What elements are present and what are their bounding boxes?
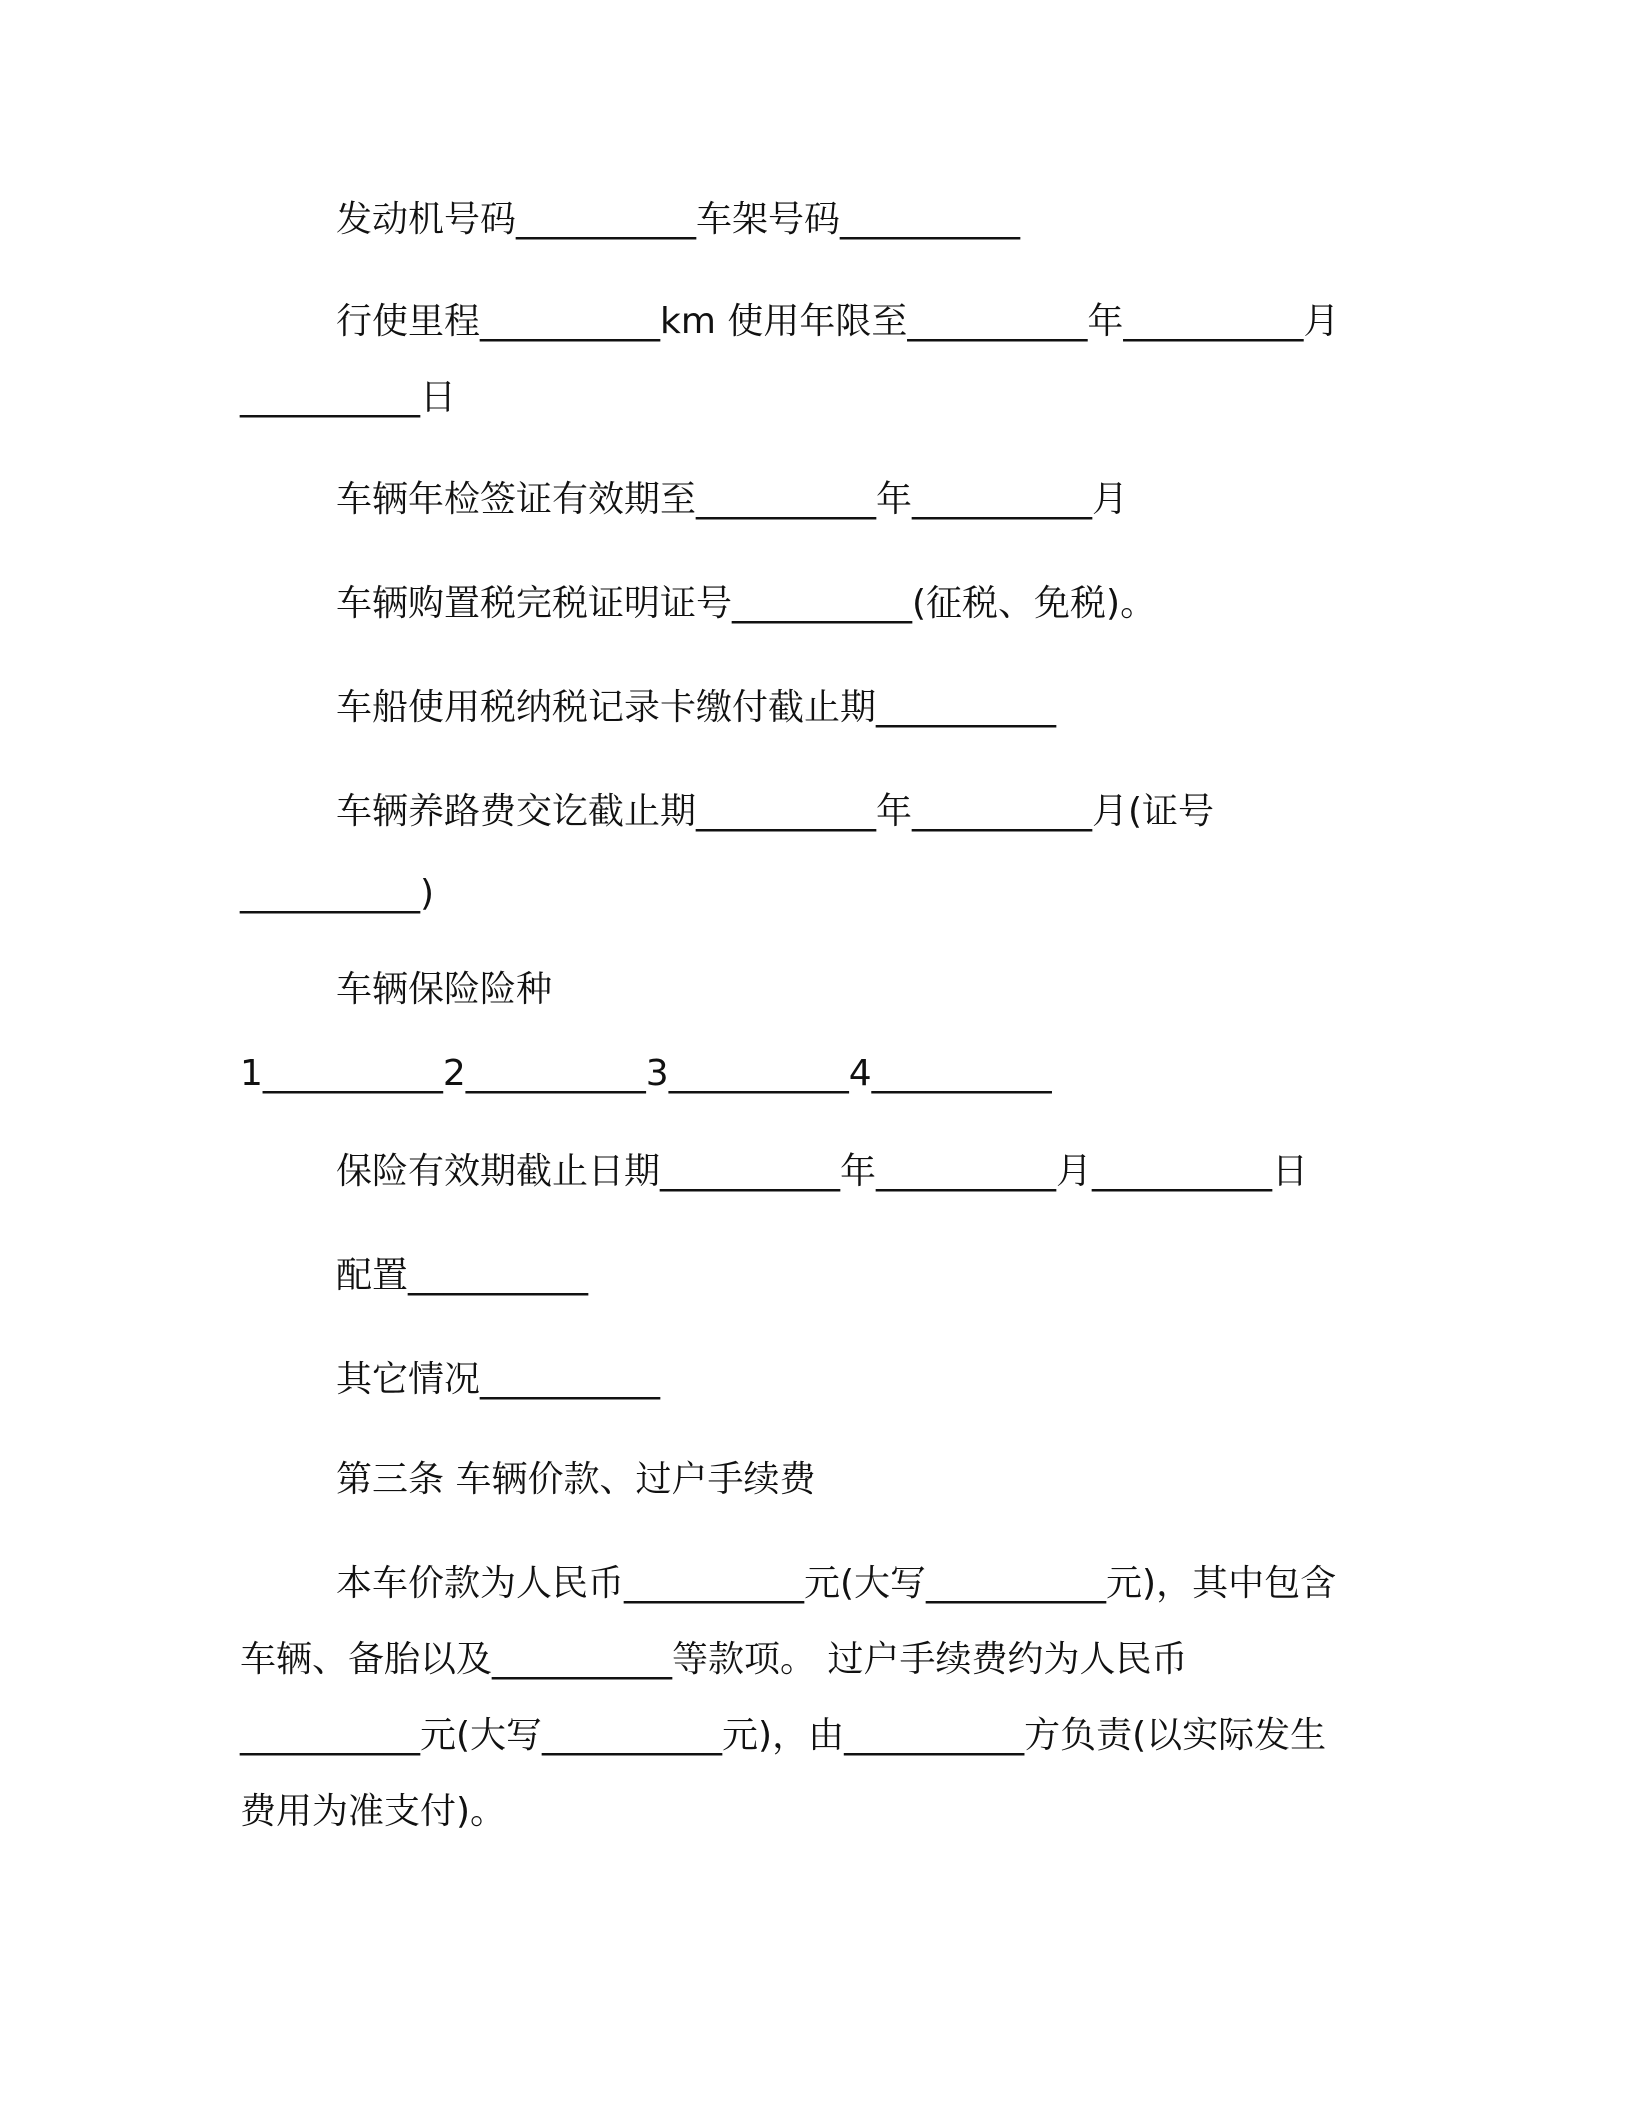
vessel-tax-line: 车船使用税纳税记录卡缴付截止期__________ xyxy=(336,687,1057,728)
other-conditions-line: 其它情况__________ xyxy=(336,1359,661,1400)
price-paragraph-line-2: 车辆、备胎以及__________等款项。 过户手续费约为人民币 xyxy=(240,1639,1188,1680)
price-paragraph-line-4: 费用为准支付)。 xyxy=(240,1791,507,1832)
road-maintenance-cert-line: __________) xyxy=(240,873,435,914)
insurance-expiry-line: 保险有效期截止日期__________年__________月__________日 xyxy=(336,1151,1309,1192)
configuration-line: 配置__________ xyxy=(336,1255,589,1296)
engine-frame-number-line: 发动机号码__________车架号码__________ xyxy=(336,199,1021,240)
annual-inspection-line: 车辆年检签证有效期至__________年__________月 xyxy=(336,479,1129,520)
insurance-types-list: 1__________2__________3__________4__________ xyxy=(240,1053,1052,1094)
road-maintenance-fee-line: 车辆养路费交讫截止期__________年__________月(证号 xyxy=(336,791,1215,832)
usage-limit-day-line: __________日 xyxy=(240,377,457,418)
purchase-tax-line: 车辆购置税完税证明证号__________(征税、免税)。 xyxy=(336,583,1157,624)
price-paragraph-line-1: 本车价款为人民币__________元(大写__________元)，其中包含 xyxy=(336,1563,1337,1604)
insurance-types-heading: 车辆保险险种 xyxy=(336,969,553,1010)
price-paragraph-line-3: __________元(大写__________元)，由__________方负责(以实际发生 xyxy=(240,1715,1327,1756)
article-three-heading: 第三条 车辆价款、过户手续费 xyxy=(336,1459,816,1500)
mileage-usage-limit-line: 行使里程__________km 使用年限至__________年__________月 xyxy=(336,301,1340,342)
